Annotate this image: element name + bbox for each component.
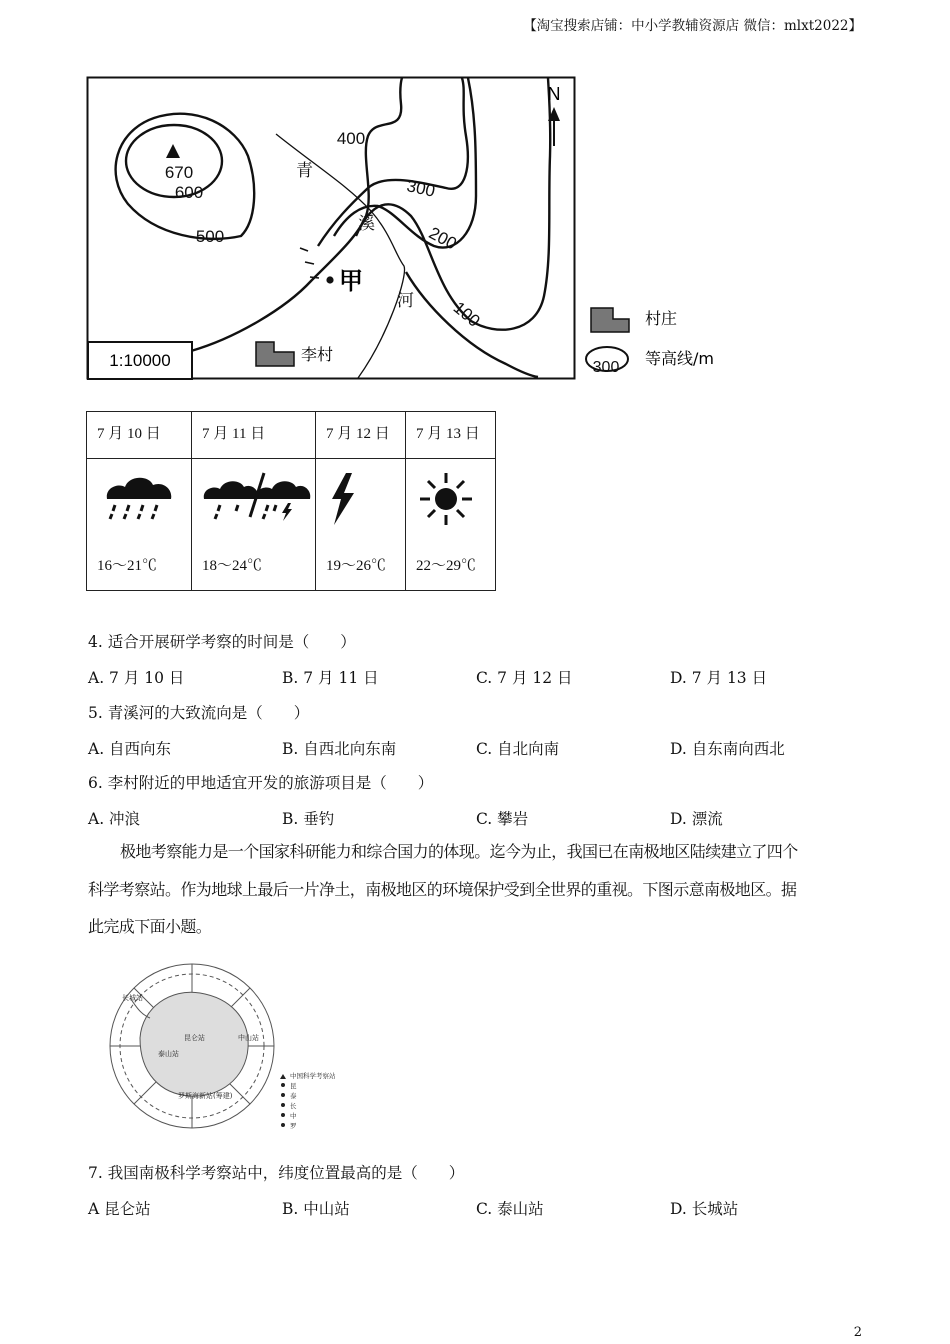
q7-option-d: D. 长城站 — [670, 1200, 739, 1218]
passage — [88, 833, 863, 946]
contour-label-500: 500 — [195, 227, 225, 246]
contour-map — [86, 76, 736, 384]
passage-line-1: 极地考察能力是一个国家科研能力和综合国力的体现。迄今为止，我国已在南极地区陆续建立了四个 — [120, 842, 798, 861]
weather-cell — [192, 459, 316, 591]
q6-option-b: B. 垂钓 — [282, 810, 335, 828]
passage-line-2: 科学考察站。作为地球上最后一片净土，南极地区的环境保护受到全世界的重视。下图示意南极地区。据 — [88, 879, 797, 899]
q4-option-a: A. 7 月 10 日 — [88, 669, 185, 687]
contour-label-400: 400 — [336, 129, 366, 148]
svg-text:昆: 昆 — [290, 1082, 297, 1090]
page-header: 【淘宝搜索店铺：中小学教辅资源店 微信：mlxt2022】 — [523, 18, 862, 34]
contour-label-100: 100 — [449, 297, 484, 331]
q7-option-c: C. 泰山站 — [476, 1200, 544, 1218]
question-4-stem: 4. 适合开展研学考察的时间是（ ） — [88, 633, 356, 651]
passage-line-3: 此完成下面小题。 — [88, 917, 212, 936]
river-char-he: 河 — [397, 291, 414, 311]
question-5-stem: 5. 青溪河的大致流向是（ ） — [88, 704, 310, 722]
question-7-stem: 7. 我国南极科学考察站中，纬度位置最高的是（ ） — [88, 1164, 465, 1182]
svg-text:中国科学考察站: 中国科学考察站 — [290, 1072, 336, 1080]
weather-temp: 22～29℃ — [416, 558, 477, 574]
north-label: N — [547, 84, 561, 104]
weather-cell — [87, 459, 192, 591]
polar-legend — [290, 1071, 336, 1130]
weather-cell — [406, 459, 496, 591]
svg-text:罗: 罗 — [290, 1122, 297, 1130]
river-char-xi: 溪 — [358, 214, 375, 234]
svg-text:中: 中 — [290, 1112, 297, 1120]
station-kunlun: 昆仑站 — [184, 1034, 205, 1042]
q6-option-d: D. 漂流 — [670, 810, 723, 828]
svg-text:泰: 泰 — [290, 1092, 297, 1100]
village-name: 李村 — [301, 345, 334, 364]
legend-village-icon — [591, 308, 629, 332]
question-6-stem: 6. 李村附近的甲地适宜开发的旅游项目是（ ） — [88, 774, 434, 792]
q4-option-c: C. 7 月 12 日 — [476, 669, 573, 687]
contour-label-300: 300 — [405, 176, 437, 201]
page-number: 2 — [853, 1325, 862, 1340]
rain-to-thunder-icon — [202, 471, 312, 521]
lightning-icon — [326, 471, 366, 526]
weather-temp: 19～26℃ — [326, 558, 387, 574]
q6-option-c: C. 攀岩 — [476, 810, 529, 828]
weather-cell — [316, 459, 406, 591]
cliff-hatch-icon — [300, 248, 319, 278]
q6-option-a: A. 冲浪 — [88, 810, 141, 828]
river-char-qing: 青 — [296, 161, 313, 181]
weather-date: 7 月 13 日 — [406, 412, 496, 459]
rain-cloud-icon — [97, 471, 177, 521]
station-luosihai: 罗斯海新站(筹建) — [178, 1092, 233, 1100]
site-dot-icon — [326, 276, 333, 283]
contour-label-200: 200 — [425, 223, 460, 254]
legend-contour-sample: 300 — [592, 359, 620, 376]
weather-table — [86, 411, 496, 591]
map-scale: 1:10000 — [109, 351, 171, 370]
legend-village-label: 村庄 — [645, 309, 678, 328]
village-icon — [256, 342, 294, 366]
q5-option-b: B. 自西北向东南 — [282, 740, 397, 758]
weather-date: 7 月 12 日 — [316, 412, 406, 459]
legend-contour-label: 等高线/m — [645, 349, 714, 368]
peak-triangle-icon — [166, 144, 180, 158]
q5-option-c: C. 自北向南 — [476, 740, 560, 758]
peak-elevation-label: 670 — [164, 163, 194, 182]
q4-option-d: D. 7 月 13 日 — [670, 669, 768, 687]
weather-temp: 16～21℃ — [97, 558, 158, 574]
weather-temp: 18～24℃ — [202, 558, 263, 574]
site-label: 甲 — [339, 267, 363, 295]
contour-label-600: 600 — [174, 183, 204, 202]
svg-text:长: 长 — [290, 1102, 297, 1110]
contour-200 — [334, 78, 476, 248]
q7-option-a: A 昆仑站 — [88, 1200, 151, 1218]
q5-option-d: D. 自东南向西北 — [670, 740, 785, 758]
contour-300 — [318, 78, 468, 246]
contour-100 — [356, 78, 550, 330]
antarctic-map — [100, 948, 370, 1144]
q5-option-a: A. 自西向东 — [88, 740, 172, 758]
q4-option-b: B. 7 月 11 日 — [282, 669, 379, 687]
sun-icon — [416, 471, 476, 527]
station-changcheng: 长城站 — [122, 994, 143, 1002]
station-zhongshan: 中山站 — [238, 1034, 259, 1042]
weather-date: 7 月 11 日 — [192, 412, 316, 459]
weather-date: 7 月 10 日 — [87, 412, 192, 459]
station-taishan: 泰山站 — [158, 1050, 179, 1058]
q7-option-b: B. 中山站 — [282, 1200, 350, 1218]
